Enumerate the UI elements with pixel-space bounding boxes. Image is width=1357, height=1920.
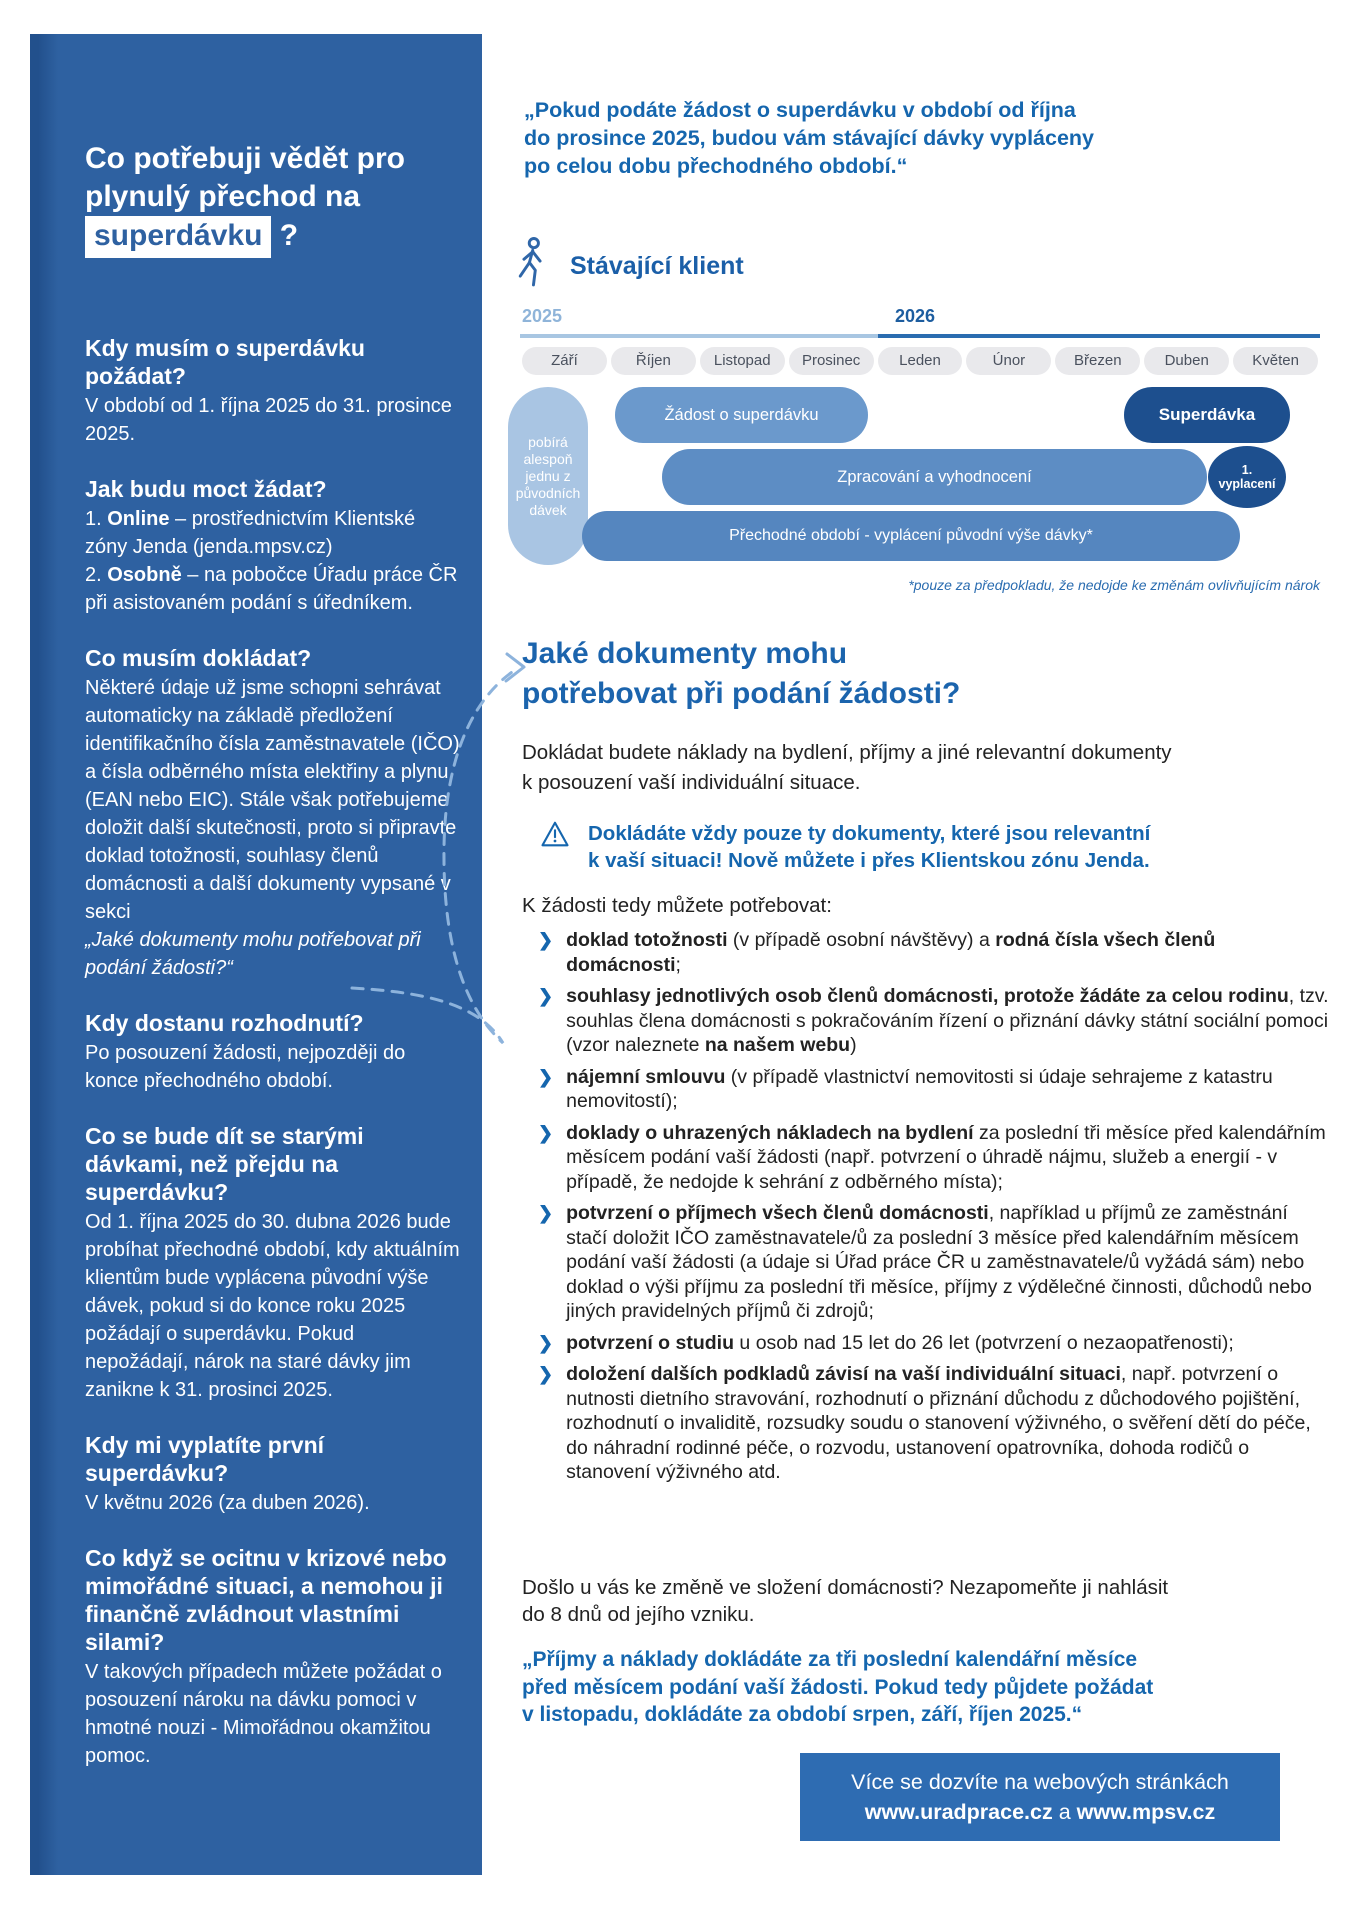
bar-superdavka: Superdávka (1124, 387, 1290, 443)
badge-first-payment: 1. vyplacení (1208, 446, 1286, 508)
timeline-diagram (508, 306, 1320, 593)
sidebar-section-old-benefits (85, 1122, 462, 1404)
section-body (85, 505, 462, 617)
intro-line: Dokládat budete náklady na bydlení, příjmy a jiné relevantní dokumenty (522, 741, 1172, 764)
more-info-text: Více se dozvíte na webových stránkách (851, 1770, 1229, 1794)
bullet-text: doložení dalších podkladů závisí na vaší individuální situaci, např. potvrzení o nutnosti dietního stravování, rozhodnutí o přiznání důchodu z důchodového pojištění, rozhodnutí o invaliditě, rozsudky soudu o stanovení výživného, o svěření dětí do péče, do náhradní rodinné péče, o rozvodu, ustanovení opatrovníka, dohoda rodičů o stanovení výživného atd. (566, 1363, 1311, 1483)
section-body: V takových případech můžete požádat o posouzení nároku na dávku pomoci v hmotné nouzi - Mimořádnou okamžitou pomoc. (85, 1661, 442, 1767)
bullet-text: souhlasy jednotlivých osob členů domácnosti, protože žádáte za celou rodinu, tzv. souhlas člena domácnosti s pokračováním řízení o přiznání dávky státní sociální pomoci (vzor naleznete na našem webu) (566, 985, 1329, 1056)
mpsv-url: www.mpsv.cz (1076, 1800, 1216, 1824)
month-label: Únor (966, 347, 1051, 375)
chevron-bullet-icon: ❯ (538, 1332, 554, 1353)
warning-text (588, 820, 1150, 874)
quote-line: v listopadu, dokládáte za období srpen, září, říjen 2025.“ (522, 1703, 1083, 1726)
bullet-text: doklady o uhrazených nákladech na bydlení za poslední tři měsíce před kalendářním měsícem podání vaší žádosti (např. potvrzení o úhradě nájmu, služeb a energií - v případě, že nedojde k sehrání z odběrného místa); (566, 1121, 1326, 1193)
month-label: Září (522, 347, 607, 375)
note-line: do 8 dnů od jejího vzniku. (522, 1603, 755, 1626)
bar-receiving-original-benefits: pobírá alespoň jednu z původních dávek (508, 387, 588, 565)
section-body: Od 1. října 2025 do 30. dubna 2026 bude probíhat přechodné období, kdy aktuálním klientům bude vyplácena původní výše dávek, pokud si do konce roku 2025 požádají o superdávku. Pokud nepožádají, nárok na staré dávky jim zanikne k 31. prosinci 2025. (85, 1211, 460, 1401)
documents-list (538, 928, 1330, 1492)
bullet-text: potvrzení o příjmech všech členů domácnosti, například u příjmů ze zaměstnání stačí doložit IČO zaměstnavatele/ů za poslední 3 měsíce před kalendářním měsícem podání vaší žádosti (a údaje si Úřad práce ČR u zaměstnavatele/ů vyžádá sám) nebo doklad o výši příjmu za poslední tři měsíce, příjmy z výdělečné činnosti, důchodů nebo jiných pravidelných příjmů či zdrojů; (566, 1202, 1312, 1322)
section-heading: Co se bude dít se starými dávkami, než přejdu na superdávku? (85, 1123, 364, 1205)
bullet-text: doklad totožnosti (v případě osobní návštěvy) a rodná čísla všech členů domácnosti; (566, 929, 1216, 976)
timeline-footnote: *pouze za předpokladu, že nedojde ke změnám ovlivňujícím nárok (908, 577, 1320, 593)
title-highlight: superdávku (85, 216, 271, 258)
bullet-text: potvrzení o studiu u osob nad 15 let do 26 let (potvrzení o nezaopatřenosti); (566, 1331, 1234, 1354)
warning-line: k vaší situaci! Nově můžete i přes Klientskou zónu Jenda. (588, 849, 1150, 872)
month-label: Prosinec (789, 347, 874, 375)
section-heading: Co když se ocitnu v krizové nebo mimořádné situaci, a nemohou ji finančně zvládnout vlastními silami? (85, 1545, 447, 1655)
more-info-links: www.uradprace.cz a www.mpsv.cz (864, 1800, 1216, 1824)
existing-client-label: Stávající klient (570, 252, 744, 280)
documents-heading (522, 634, 960, 714)
chevron-bullet-icon: ❯ (538, 1203, 554, 1223)
chevron-bullet-icon: ❯ (538, 1364, 554, 1384)
month-label: Listopad (700, 347, 785, 375)
chevron-bullet-icon: ❯ (538, 1122, 554, 1143)
list-item (538, 1201, 1330, 1324)
bar-processing-evaluation: Zpracování a vyhodnocení (662, 449, 1207, 505)
page-title (85, 140, 462, 258)
section-heading: Jak budu moct žádat? (85, 476, 327, 502)
section-heading: Kdy musím o superdávku požádat? (85, 335, 365, 389)
quote-line: do prosince 2025, budou vám stávající dávky vypláceny (524, 126, 1095, 150)
timeline-years (508, 306, 1320, 332)
section-reference-italic: „Jaké dokumenty mohu potřebovat při podání žádosti?“ (85, 929, 421, 979)
sidebar-section-how-apply (85, 475, 462, 617)
timeline-months (520, 347, 1320, 375)
month-label: Duben (1144, 347, 1229, 375)
documents-lead: K žádosti tedy můžete potřebovat: (522, 894, 832, 917)
warning-line: Dokládáte vždy pouze ty dokumenty, které jsou relevantní (588, 822, 1151, 845)
quote-line: „Příjmy a náklady dokládáte za tři poslední kalendářní měsíce (522, 1648, 1138, 1671)
month-label: Říjen (611, 347, 696, 375)
sidebar-section-first-payment (85, 1431, 462, 1517)
list-item (538, 1121, 1330, 1195)
list-item (538, 1331, 1330, 1356)
quote-line: po celou dobu přechodného období.“ (524, 154, 908, 178)
chevron-bullet-icon: ❯ (538, 1066, 554, 1087)
quote-transition-period (524, 96, 1094, 180)
section-heading: Co musím dokládat? (85, 645, 312, 671)
quote-line: „Pokud podáte žádost o superdávku v období od října (524, 98, 1076, 122)
axis-2026-segment (878, 334, 1320, 338)
quote-income-documents (522, 1646, 1153, 1729)
timeline-bars (508, 387, 1320, 569)
household-change-note (522, 1574, 1168, 1628)
list-item (538, 1065, 1330, 1114)
timeline-axis (520, 334, 1320, 338)
sidebar-section-crisis (85, 1544, 462, 1770)
warning-triangle-icon (540, 820, 570, 853)
chevron-bullet-icon: ❯ (538, 930, 554, 950)
section-heading: Kdy dostanu rozhodnutí? (85, 1010, 364, 1036)
intro-line: k posouzení vaší individuální situace. (522, 771, 861, 794)
section-body: Po posouzení žádosti, nejpozději do konce přechodného období. (85, 1042, 406, 1092)
section-body: V květnu 2026 (za duben 2026). (85, 1492, 370, 1514)
note-line: Došlo u vás ke změně ve složení domácnosti? Nezapomeňte ji nahlásit (522, 1576, 1169, 1599)
walking-person-icon (510, 236, 554, 297)
title-pre: Co potřebuji vědět pro plynulý přechod na (85, 142, 406, 213)
sidebar-section-when-apply (85, 334, 462, 448)
heading-line: Jaké dokumenty mohu (522, 637, 848, 670)
year-2026-label: 2026 (895, 306, 936, 326)
list-item (538, 1362, 1330, 1485)
existing-client-header (510, 236, 744, 297)
how-apply-in-person: 2. Osobně – na pobočce Úřadu práce ČR při asistovaném podání s úředníkem. (85, 564, 458, 614)
warning-callout (540, 820, 1150, 874)
list-item (538, 984, 1330, 1058)
bullet-text: nájemní smlouvu (v případě vlastnictví nemovitosti si údaje sehrajeme z katastru nemovitostí); (566, 1065, 1273, 1112)
how-apply-online: 1. Online – prostřednictvím Klientské zóny Jenda (jenda.mpsv.cz) (85, 508, 416, 558)
bar-transition-period: Přechodné období - vyplácení původní výše dávky* (582, 511, 1240, 561)
month-label: Březen (1055, 347, 1140, 375)
uradprace-url: www.uradprace.cz (864, 1800, 1053, 1824)
chevron-bullet-icon: ❯ (538, 986, 554, 1006)
quote-line: před měsícem podání vaší žádosti. Pokud tedy půjdete požádat (522, 1675, 1154, 1699)
month-label: Květen (1233, 347, 1318, 375)
section-body-text: Některé údaje už jsme schopni sehrávat automaticky na základě předložení identifikačního čísla zaměstnavatele (IČO) a čísla odběrného místa elektřiny a plynu (EAN nebo EIC). Stále však potřebujeme doložit další skutečnosti, proto si připravte doklad totožnosti, souhlasy členů domácnosti a další dokumenty vypsané v sekci (85, 677, 460, 923)
title-question-mark: ? (279, 219, 299, 252)
more-info-box (800, 1753, 1280, 1841)
section-heading: Kdy mi vyplatíte první superdávku? (85, 1432, 325, 1486)
heading-line: potřebovat při podání žádosti? (522, 677, 961, 710)
year-2025-label: 2025 (522, 306, 563, 326)
list-item (538, 928, 1330, 977)
axis-2025-segment (520, 334, 878, 338)
section-body: V období od 1. října 2025 do 31. prosince 2025. (85, 395, 452, 445)
documents-intro (522, 738, 1172, 798)
month-label: Leden (878, 347, 963, 375)
bar-superdavka-request: Žádost o superdávku (615, 387, 868, 443)
